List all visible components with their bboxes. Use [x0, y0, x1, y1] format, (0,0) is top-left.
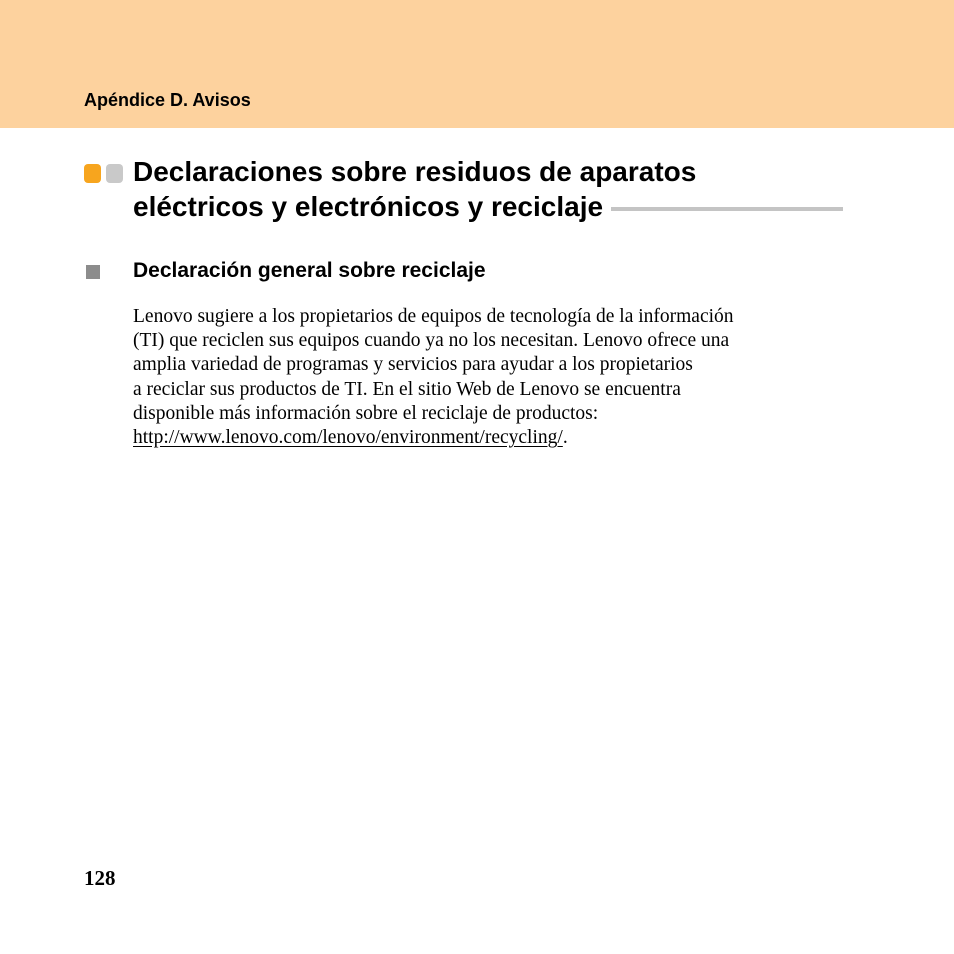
section-title-rule [611, 207, 843, 211]
body-line: amplia variedad de programas y servicios para ayudar a los propietarios [133, 354, 693, 376]
link-suffix: . [562, 427, 568, 449]
subsection-title: Declaración general sobre reciclaje [133, 259, 486, 282]
link-line [133, 426, 853, 450]
chapter-title: Apéndice D. Avisos [84, 90, 251, 110]
orange-square-bullet-icon [84, 164, 101, 183]
section-bullets [84, 164, 126, 184]
section-title [133, 154, 853, 224]
gray-square-bullet-icon [106, 164, 123, 183]
page-number: 128 [84, 866, 116, 890]
body-line: (TI) que reciclen sus equipos cuando ya no los necesitan. Lenovo ofrece una [133, 330, 730, 352]
body-line: Lenovo sugiere a los propietarios de equipos de tecnología de la información [133, 306, 734, 327]
chapter-header-band [0, 0, 954, 128]
body-line: disponible más información sobre el reciclaje de productos: [133, 402, 599, 424]
body-paragraph [133, 305, 853, 450]
body-line: a reciclar sus productos de TI. En el sitio Web de Lenovo se encuentra [133, 378, 681, 400]
square-bullet-icon [86, 265, 100, 279]
section-title-line-1: Declaraciones sobre residuos de aparatos [133, 156, 697, 187]
section-title-line-2: eléctricos y electrónicos y reciclaje [133, 191, 604, 222]
recycling-link[interactable]: http://www.lenovo.com/lenovo/environment/recycling/ [133, 427, 563, 449]
